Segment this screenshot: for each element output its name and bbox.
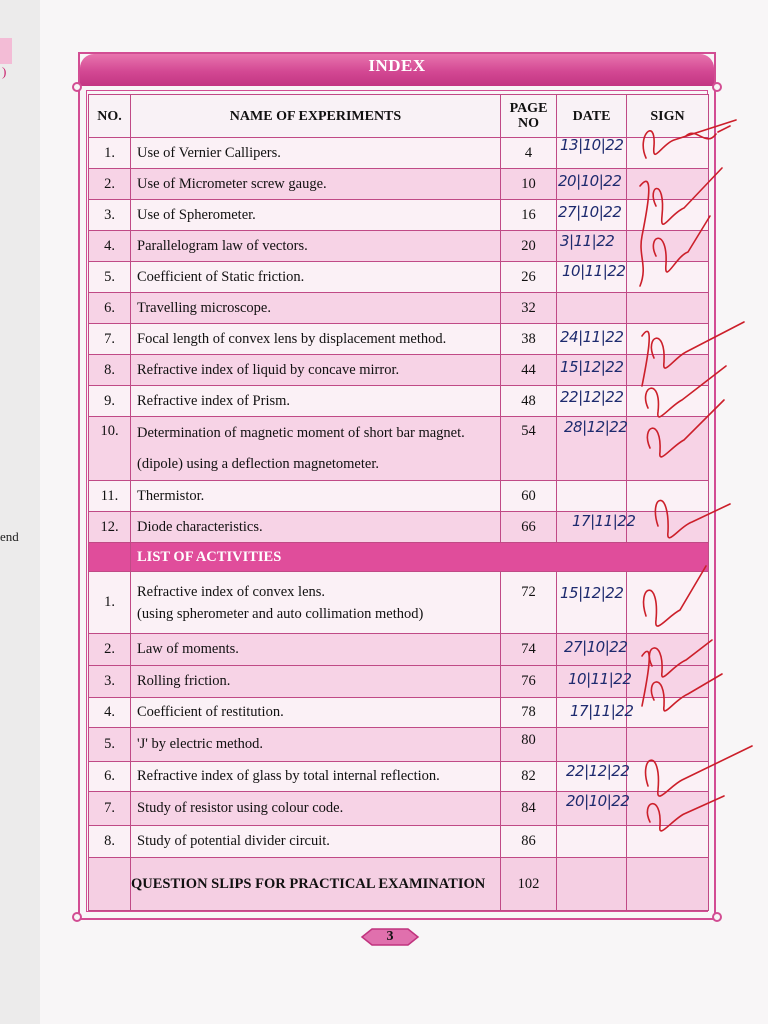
page-number: 72: [501, 572, 557, 634]
previous-page-tab: [0, 38, 12, 64]
experiment-name: Use of Vernier Callipers.: [131, 138, 501, 169]
table-row: [89, 481, 709, 512]
handwritten-date: 17|11|22: [570, 702, 634, 720]
experiment-name: Thermistor.: [131, 481, 501, 512]
date-cell: [557, 728, 627, 762]
row-number: 8.: [89, 826, 131, 858]
experiment-name: Coefficient of Static friction.: [131, 262, 501, 293]
signature-mark: [651, 322, 744, 368]
signature-brace: [642, 331, 649, 386]
activity-name: Refractive index of glass by total internal reflection.: [131, 762, 501, 792]
page-number: 86: [501, 826, 557, 858]
handwritten-date: 24|11|22: [560, 328, 624, 346]
page-number: 76: [501, 666, 557, 698]
column-header-page: PAGE NO: [501, 95, 557, 138]
row-number: 7.: [89, 324, 131, 355]
previous-page-fragment: end: [0, 529, 19, 544]
handwritten-date: 22|12|22: [566, 762, 630, 780]
experiment-name: Focal length of convex lens by displacement method.: [131, 324, 501, 355]
row-number: 4.: [89, 231, 131, 262]
experiment-name: Use of Micrometer screw gauge.: [131, 169, 501, 200]
activity-name: Law of moments.: [131, 634, 501, 666]
table-row: [89, 293, 709, 324]
experiment-name: Parallelogram law of vectors.: [131, 231, 501, 262]
signature-mark: [686, 126, 730, 139]
page-number: 16: [501, 200, 557, 231]
row-number: 9.: [89, 386, 131, 417]
handwritten-date: 20|10|22: [558, 172, 622, 190]
signature-mark: [643, 120, 736, 158]
signature-mark: [655, 500, 730, 537]
signature-brace: [640, 181, 649, 286]
date-cell: [557, 293, 627, 324]
previous-page-edge: [0, 0, 40, 1024]
column-header-date: DATE: [557, 95, 627, 138]
row-number: 1.: [89, 138, 131, 169]
experiment-name-line: Determination of magnetic moment of short bar magnet.: [137, 424, 465, 441]
date-cell: [557, 858, 627, 911]
signature-mark: [651, 674, 722, 711]
question-slips-label: QUESTION SLIPS FOR PRACTICAL EXAMINATION: [131, 858, 501, 911]
experiment-name-line: (dipole) using a deflection magnetometer.: [137, 455, 379, 472]
activity-name: Study of resistor using colour code.: [131, 792, 501, 826]
page-number: 32: [501, 293, 557, 324]
experiment-name: Diode characteristics.: [131, 512, 501, 543]
activity-name: [131, 572, 501, 634]
row-number: 6.: [89, 762, 131, 792]
section-header-row: [89, 543, 709, 572]
handwritten-date: 15|12|22: [560, 358, 624, 376]
row-number: 6.: [89, 293, 131, 324]
section-header-spacer: [89, 543, 131, 572]
signature-mark: [646, 746, 752, 796]
page-number: 44: [501, 355, 557, 386]
row-number: 10.: [89, 417, 131, 481]
handwritten-date: 22|12|22: [560, 388, 624, 406]
experiment-name: Use of Spherometer.: [131, 200, 501, 231]
handwritten-date: 10|11|22: [562, 262, 626, 280]
activity-name: 'J' by electric method.: [131, 728, 501, 762]
handwritten-date: 20|10|22: [566, 792, 630, 810]
activity-name-line: (using spherometer and auto collimation method): [137, 605, 424, 622]
page-number: 20: [501, 231, 557, 262]
row-number: 5.: [89, 262, 131, 293]
date-cell: [557, 481, 627, 512]
signature-mark: [647, 796, 724, 831]
page-number: 26: [501, 262, 557, 293]
page-number: 4: [501, 138, 557, 169]
signature-brace: [642, 651, 649, 706]
row-number: 5.: [89, 728, 131, 762]
activity-name-line: Refractive index of convex lens.: [137, 583, 326, 600]
question-slips-spacer: [89, 858, 131, 911]
signature-mark: [644, 566, 706, 626]
experiment-name: Travelling microscope.: [131, 293, 501, 324]
activity-name: Coefficient of restitution.: [131, 698, 501, 728]
row-number: 7.: [89, 792, 131, 826]
signature-group: [640, 120, 752, 831]
table-row: [89, 826, 709, 858]
date-cell: [557, 826, 627, 858]
experiment-name: Refractive index of Prism.: [131, 386, 501, 417]
corner-ornament: [712, 82, 722, 92]
experiment-name: Refractive index of liquid by concave mirror.: [131, 355, 501, 386]
table-row: [89, 728, 709, 762]
row-number: 11.: [89, 481, 131, 512]
row-number: 12.: [89, 512, 131, 543]
table-row: [89, 572, 709, 634]
page-number: 48: [501, 386, 557, 417]
page-number: 84: [501, 792, 557, 826]
handwritten-date: 3|11|22: [560, 232, 615, 250]
date-cell: [557, 572, 627, 634]
table-header-row: [89, 95, 709, 138]
corner-ornament: [72, 82, 82, 92]
previous-page-fragment: ): [2, 64, 7, 79]
handwritten-date: 15|12|22: [560, 584, 624, 602]
page-number: 80: [501, 728, 557, 762]
row-number: 1.: [89, 572, 131, 634]
column-header-no: NO.: [89, 95, 131, 138]
row-number: 2.: [89, 634, 131, 666]
table-row: [89, 231, 709, 262]
signature-mark: [653, 168, 722, 224]
page-number: 10: [501, 169, 557, 200]
column-header-name: NAME OF EXPERIMENTS: [131, 95, 501, 138]
handwritten-date: 28|12|22: [564, 418, 628, 436]
row-number: 4.: [89, 698, 131, 728]
activity-name: Study of potential divider circuit.: [131, 826, 501, 858]
row-number: 8.: [89, 355, 131, 386]
page-number: 66: [501, 512, 557, 543]
row-number: 3.: [89, 666, 131, 698]
corner-ornament: [72, 912, 82, 922]
handwritten-date: 27|10|22: [558, 203, 622, 221]
page-number: 38: [501, 324, 557, 355]
page-number-label: 3: [386, 929, 394, 944]
page-number: 82: [501, 762, 557, 792]
page-number: 74: [501, 634, 557, 666]
page-number: 78: [501, 698, 557, 728]
question-slips-row: [89, 858, 709, 911]
row-number: 3.: [89, 200, 131, 231]
page-number: 60: [501, 481, 557, 512]
signature-mark: [649, 640, 712, 677]
page-title: INDEX: [368, 56, 426, 75]
handwritten-date: 27|10|22: [564, 638, 628, 656]
handwritten-date: 10|11|22: [568, 670, 632, 688]
page-number: 102: [501, 858, 557, 911]
experiment-name: [131, 417, 501, 481]
handwritten-date: 17|11|22: [572, 512, 636, 530]
page-number: 54: [501, 417, 557, 481]
column-header-sign: SIGN: [627, 95, 709, 138]
row-number: 2.: [89, 169, 131, 200]
activity-name: Rolling friction.: [131, 666, 501, 698]
handwritten-signatures: [626, 96, 756, 916]
handwritten-date: 13|10|22: [560, 136, 624, 154]
section-header-activities: LIST OF ACTIVITIES: [131, 543, 709, 572]
